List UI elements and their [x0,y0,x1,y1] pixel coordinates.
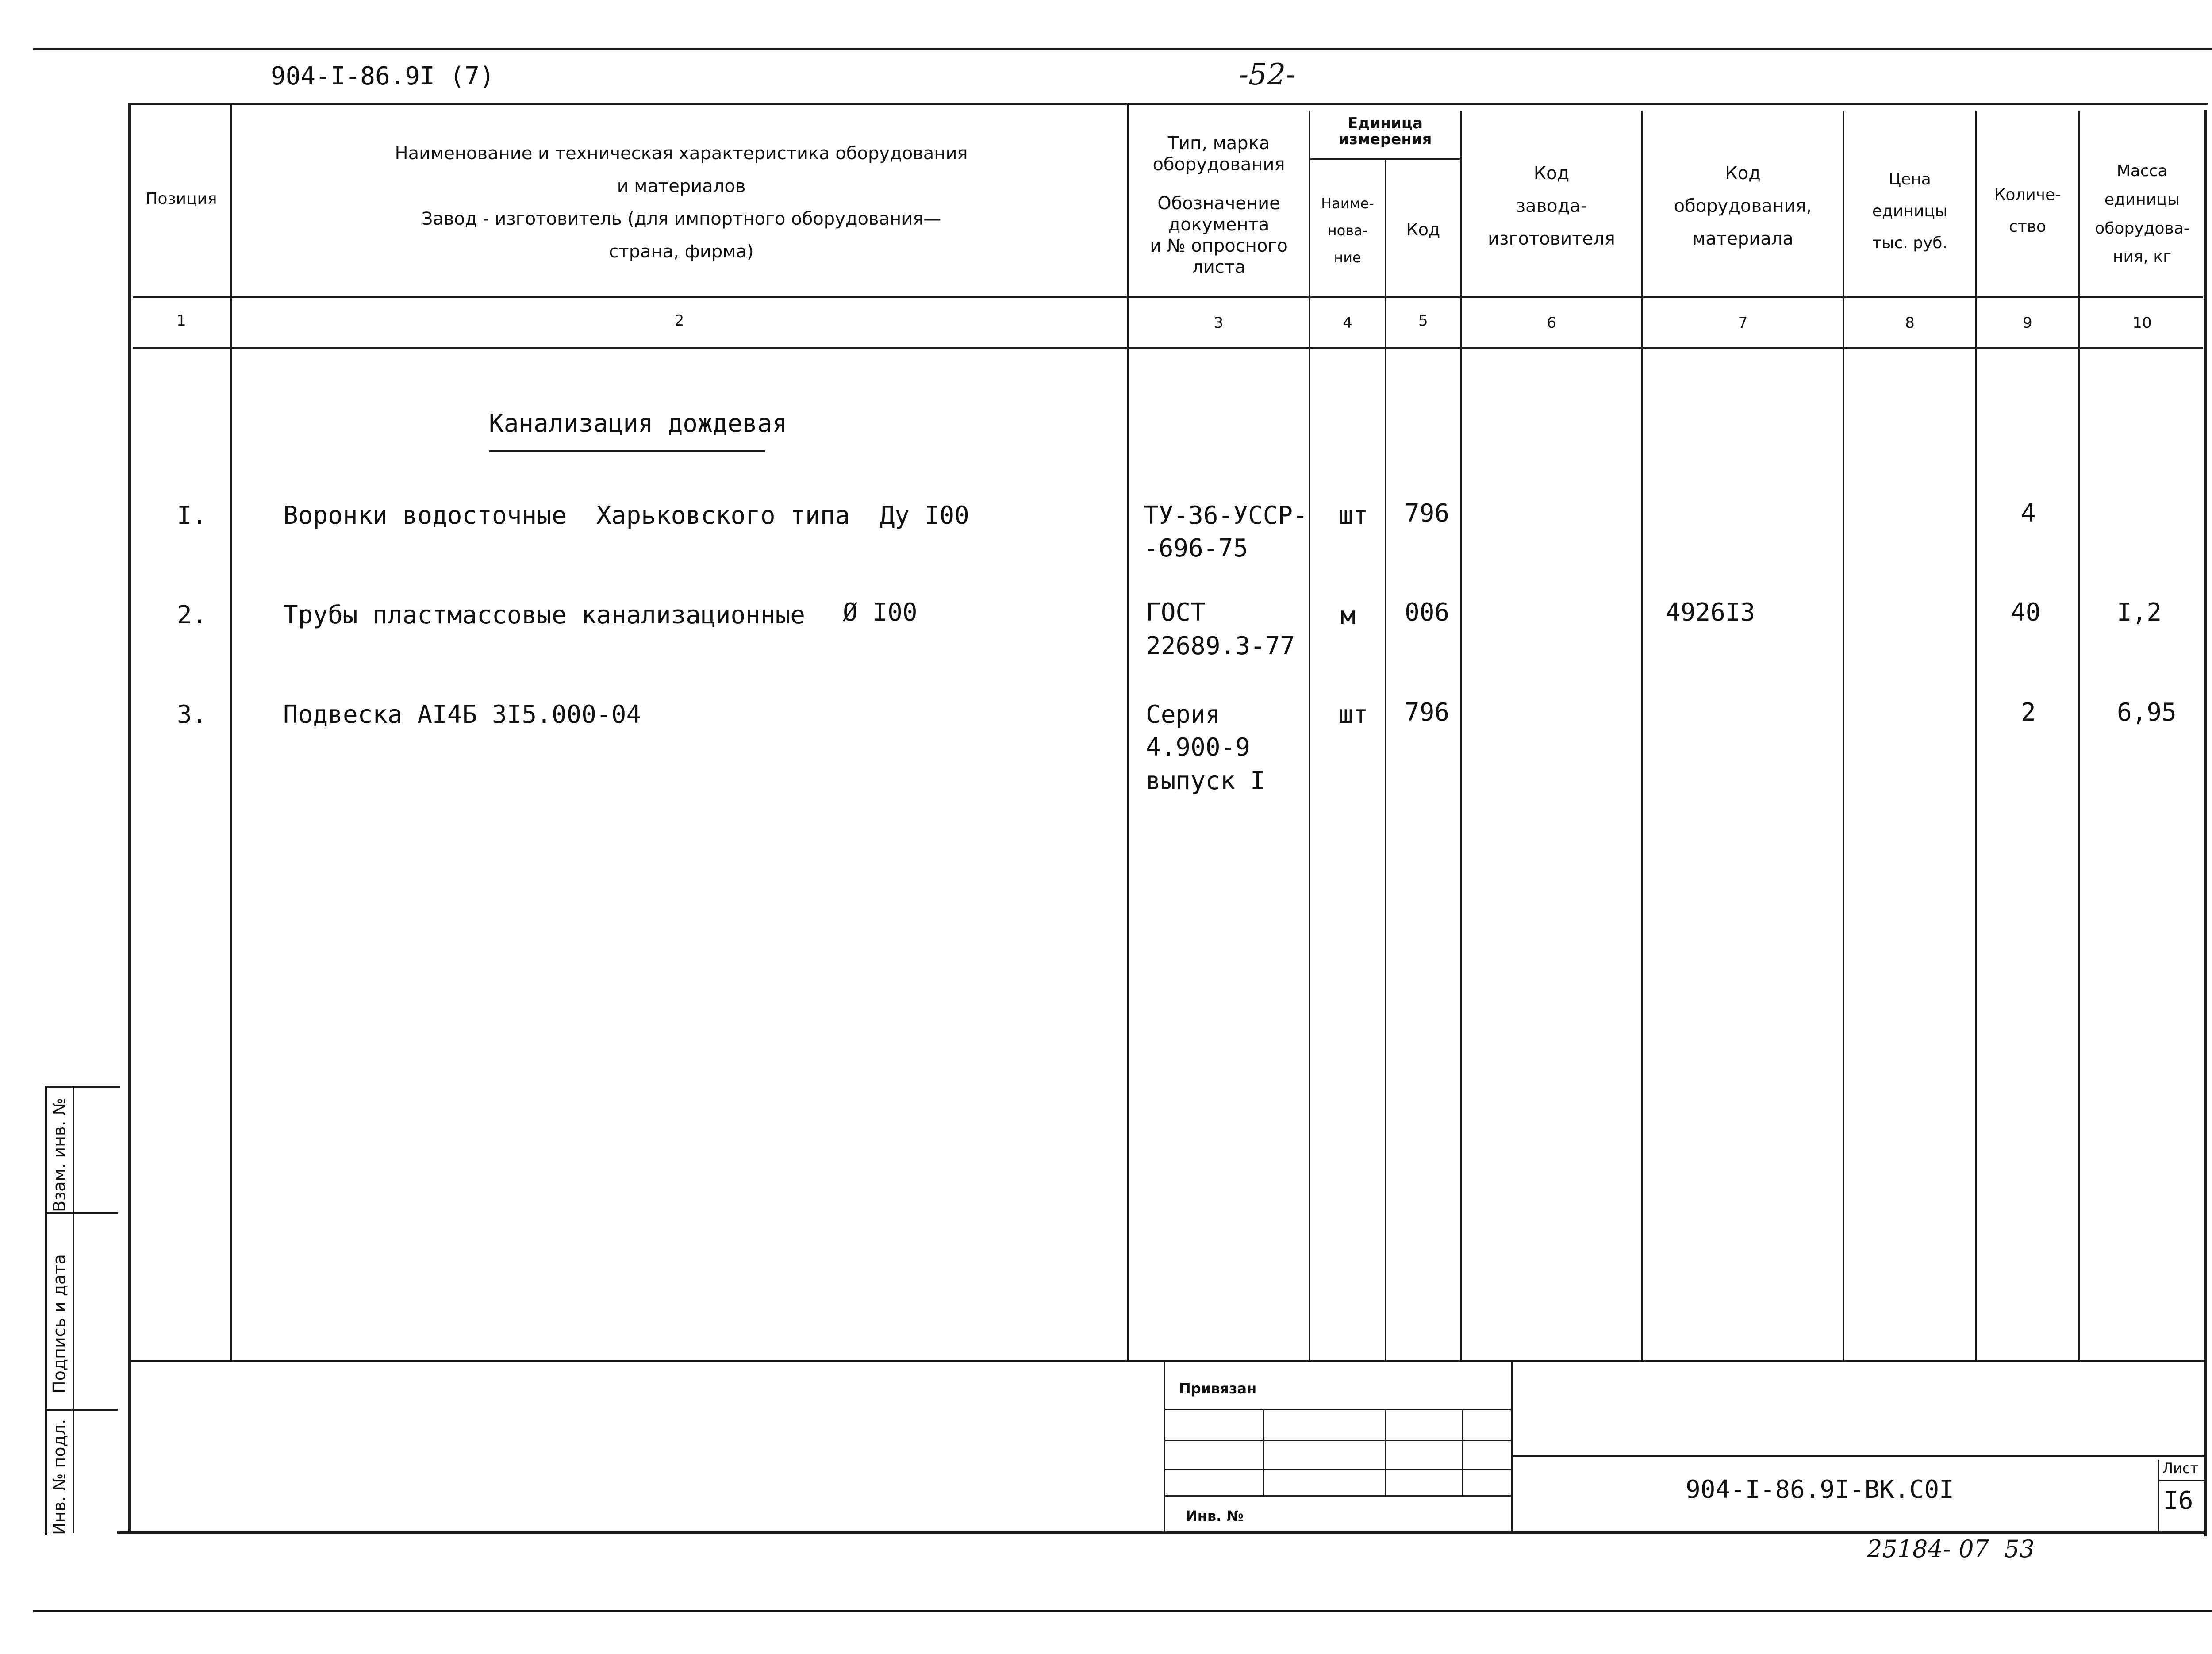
col-number: 4 [1343,314,1352,332]
row-qty: 4 [2021,499,2036,528]
col-sep-3 [1309,111,1310,1361]
tb-privyazan-label: Привязан [1179,1380,1257,1397]
row-unit-code: 796 [1405,499,1450,528]
col-number: 7 [1738,314,1748,332]
col-header-unit-name [1310,190,1385,271]
tb-sheet-divider [2158,1480,2204,1481]
col-header-type-line: и № опросного [1150,236,1288,256]
col-number: 3 [1214,314,1224,332]
row-name: Трубы пластмассовые канализационные [283,601,806,629]
unit-group-title-line: Единица [1348,115,1423,132]
tb-code-top [1513,1455,2204,1457]
col-sep-1 [230,103,232,1361]
col-header-type [1130,133,1307,278]
col-header-factory-code [1462,157,1641,255]
sheet-label: Лист [2162,1460,2199,1477]
col-number: 9 [2023,314,2032,332]
row-type-line: ГОСТ [1146,598,1206,627]
col-number: 2 [674,312,684,330]
col-header-mass-line: оборудова- [2095,219,2189,238]
row-unit: шт [1338,700,1368,729]
section-title: Канализация дождевая [489,409,787,438]
col-header-price-line: единицы [1872,202,1948,220]
stamp-top [45,1086,120,1088]
tb-privyazan-left [1164,1362,1165,1533]
row-unit: шт [1338,501,1368,530]
col-sep-4 [1385,159,1386,1361]
frame-left [128,103,131,1531]
col-header-type-line: Тип, марка [1167,133,1270,154]
col-header-type-line: листа [1192,257,1246,277]
col-header-unit-name-line: Наиме- [1321,195,1374,212]
page-number: -52- [1239,58,1296,92]
col-header-qty-line: ство [2008,218,2046,236]
stamp-signature-date: Подпись и дата [50,1254,69,1393]
unit-group-title [1310,116,1460,147]
col-header-name-line: Завод - изготовитель (для импортного оборудования— [421,209,941,229]
tb-privyazan-col [1263,1409,1264,1495]
stamp-divider [45,1212,118,1214]
tb-privyazan-right [1511,1362,1513,1533]
row-equip-code: 4926I3 [1666,598,1755,627]
col-sep-5 [1460,111,1462,1361]
stamp-left-edge [45,1086,47,1535]
row-name-extra: Ø I00 [843,598,918,627]
col-header-qty-line: Количе- [1994,186,2061,204]
frame-bottom [117,1531,2207,1534]
table-bottom-line [128,1360,2204,1362]
stamp-replacement-inv: Взам. инв. № [50,1098,69,1212]
sheet-number: I6 [2163,1486,2193,1515]
col-header-unit-name-line: ние [1334,249,1361,266]
row-unit-code: 006 [1405,598,1450,627]
row-position: 3. [177,700,207,729]
col-header-name-line: и материалов [617,176,746,196]
row-unit: м [1340,602,1356,630]
col-header-unit-code: Код [1406,220,1440,239]
tb-privyazan-line [1165,1409,1511,1410]
row-type-line: 22689.3-77 [1146,632,1295,660]
col-header-name [248,137,1115,268]
col-header-name-line: Наименование и техническая характеристика оборудования [395,143,968,164]
row-type-line: -696-75 [1144,534,1248,563]
header-line-1 [133,296,2203,298]
tb-privyazan-line [1165,1495,1511,1497]
col-header-position: Позиция [146,190,217,208]
col-header-mass-line: ния, кг [2112,248,2172,266]
row-qty: 40 [2011,598,2041,627]
col-header-type-line: Обозначение [1157,193,1280,214]
col-sep-9 [2078,111,2080,1361]
col-header-unit-name-line: нова- [1327,222,1368,239]
stamp-original-inv: Инв. № подл. [50,1419,69,1535]
row-type-line: ТУ-36-УССР- [1144,501,1308,530]
row-type-line: 4.900-9 [1146,733,1251,762]
col-number: 10 [2132,314,2152,332]
row-type-line: выпуск I [1146,767,1265,795]
col-header-mass-line: Масса [2116,162,2168,180]
col-number: 1 [177,312,186,330]
header-line-2 [133,347,2203,349]
col-header-type-line: документа [1168,215,1270,235]
col-header-equip-code-line: оборудования, [1674,196,1812,216]
frame-inner-top [128,103,2208,105]
col-header-qty [1977,179,2078,243]
col-header-equip-code-line: материала [1692,229,1793,249]
col-header-equip-code [1643,157,1843,255]
page-bottom-edge [33,1610,2212,1612]
section-title-underline [489,450,765,452]
row-position: I. [177,501,207,530]
col-number: 6 [1547,314,1556,332]
row-qty: 2 [2021,698,2036,727]
tb-sheet-left [2158,1460,2159,1531]
tb-inv-no-label: Инв. № [1186,1508,1244,1524]
col-number: 5 [1418,312,1428,330]
col-header-mass [2080,157,2204,272]
row-unit-code: 796 [1405,698,1450,727]
frame-right [2204,110,2207,1536]
tb-privyazan-line [1165,1469,1511,1470]
col-sep-7 [1843,111,1844,1361]
unit-group-title-line: измерения [1338,130,1432,148]
col-header-price-line: тыс. руб. [1872,234,1947,252]
col-header-type-line: оборудования [1152,154,1285,175]
drawing-code: 904-I-86.9I-ВК.С0I [1686,1475,1954,1504]
col-header-price-line: Цена [1889,170,1931,188]
tb-privyazan-line [1165,1440,1511,1441]
col-sep-6 [1641,111,1643,1361]
unit-group-line [1309,158,1462,160]
col-sep-2 [1127,103,1129,1361]
row-name: Подвеска АI4Б 3I5.000-04 [283,700,641,729]
col-number: 8 [1905,314,1915,332]
row-position: 2. [177,601,207,629]
col-sep-8 [1975,111,1977,1361]
row-type-line: Серия [1146,700,1221,729]
page-top-edge [33,48,2212,50]
col-header-equip-code-line: Код [1725,163,1761,184]
archive-number: 25184- 07 53 [1867,1535,2035,1563]
col-header-factory-code-line: Код [1533,163,1570,184]
col-header-mass-line: единицы [2104,190,2180,209]
col-header-name-line: страна, фирма) [609,242,754,262]
row-name: Воронки водосточные Харьковского типа Ду I00 [283,501,969,530]
stamp-divider [45,1409,118,1411]
row-mass: 6,95 [2117,698,2177,727]
tb-privyazan-col [1385,1409,1386,1495]
col-header-price [1844,164,1975,259]
stamp-inner-col [73,1086,74,1533]
doc-code: 904-I-86.9I (7) [271,62,495,91]
row-mass: I,2 [2117,598,2162,627]
tb-privyazan-col [1462,1409,1463,1495]
col-header-factory-code-line: завода- [1516,196,1587,216]
col-header-factory-code-line: изготовителя [1488,229,1615,249]
